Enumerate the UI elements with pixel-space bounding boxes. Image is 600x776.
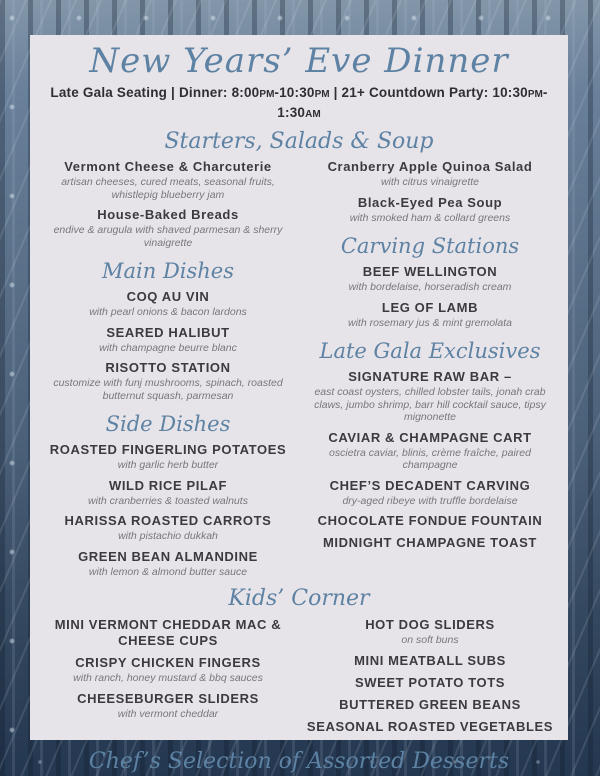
menu-column-left — [42, 159, 294, 584]
section-header-side-dishes: Side Dishes — [105, 412, 231, 436]
kids-column-right — [304, 617, 556, 741]
menu-item-description: with champagne beurre blanc — [99, 341, 237, 354]
menu-item — [304, 697, 556, 713]
menu-item — [304, 653, 556, 669]
menu-item-name: RISOTTO STATION — [105, 360, 231, 375]
menu-item-description: east coast oysters, chilled lobster tails, jonah crab claws, jumbo shrimp, barr hill cocktail sauce, tipsy mignonette — [314, 386, 546, 423]
menu-item-description: with smoked ham & collard greens — [349, 211, 511, 224]
menu-item-description: on soft buns — [401, 634, 459, 646]
menu-item-description: with pearl onions & bacon lardons — [89, 306, 247, 318]
menu-item-description: with pistachio dukkah — [118, 530, 218, 542]
menu-item-description: endive & arugula with shaved parmesan & sherry vinaigrette — [53, 224, 283, 249]
menu-item-name: HOT DOG SLIDERS — [365, 617, 495, 632]
menu-item-name: CHEF’S DECADENT CARVING — [329, 477, 531, 493]
menu-item-name: BEEF WELLINGTON — [362, 264, 498, 279]
menu-item-name: SWEET POTATO TOTS — [354, 674, 506, 690]
menu-item — [42, 360, 294, 402]
menu-item — [42, 617, 294, 649]
menu-item-name: HARISSA ROASTED CARROTS — [64, 513, 272, 528]
menu-item-name: House-Baked Breads — [97, 207, 239, 222]
menu-item-name: CAVIAR & CHAMPAGNE CART — [328, 429, 532, 445]
menu-item-name: CRISPY CHICKEN FINGERS — [75, 655, 261, 670]
menu-item — [42, 159, 294, 201]
menu-columns — [42, 159, 556, 584]
menu-item — [304, 300, 556, 330]
menu-item-name: CHEESEBURGER SLIDERS — [77, 690, 259, 706]
menu-item — [42, 207, 294, 249]
menu-item-name: BUTTERED GREEN BEANS — [339, 696, 521, 712]
menu-item — [42, 325, 294, 355]
menu-item-description: with garlic herb butter — [117, 459, 219, 471]
menu-item-description: with bordelaise, horseradish cream — [348, 281, 512, 293]
menu-item — [304, 719, 556, 735]
menu-item-name: SEARED HALIBUT — [106, 324, 230, 340]
menu-item — [304, 430, 556, 472]
menu-item-description: with vermont cheddar — [117, 707, 219, 720]
page-title: New Years’ Eve Dinner — [89, 41, 509, 81]
menu-item-description: dry-aged ribeye with truffle bordelaise — [342, 494, 518, 507]
section-header-kids-corner: Kids’ Corner — [228, 586, 370, 611]
section-header-main-dishes: Main Dishes — [102, 259, 234, 283]
section-header-starters: Starters, Salads & Soup — [164, 129, 434, 154]
menu-item — [304, 478, 556, 508]
menu-item — [42, 655, 294, 685]
menu-item-name: Black-Eyed Pea Soup — [357, 194, 503, 210]
menu-item — [42, 478, 294, 508]
menu-item-name: COQ AU VIN — [126, 289, 210, 304]
menu-item-name: Vermont Cheese & Charcuterie — [64, 159, 272, 174]
menu-item — [304, 195, 556, 225]
menu-item-name: ROASTED FINGERLING POTATOES — [49, 442, 287, 457]
menu-item — [304, 369, 556, 424]
menu-item-description: with citrus vinaigrette — [380, 176, 480, 188]
menu-item — [42, 513, 294, 543]
menu-item-name: SIGNATURE RAW BAR – — [348, 369, 512, 384]
menu-item-description: with ranch, honey mustard & bbq sauces — [73, 672, 263, 684]
menu-item — [304, 513, 556, 529]
menu-item — [304, 264, 556, 294]
menu-item-name: GREEN BEAN ALMANDINE — [78, 548, 258, 564]
kids-column-left — [42, 617, 294, 741]
menu-item — [304, 617, 556, 647]
menu-item-name: LEG OF LAMB — [381, 299, 479, 315]
menu-item-name: MINI MEATBALL SUBS — [354, 652, 506, 668]
menu-column-right — [304, 159, 556, 584]
section-header-carving-stations: Carving Stations — [340, 234, 520, 258]
menu-item — [304, 675, 556, 691]
menu-item-name: MIDNIGHT CHAMPAGNE TOAST — [323, 535, 537, 550]
menu-item — [42, 289, 294, 319]
menu-item — [42, 549, 294, 579]
menu-item — [304, 535, 556, 551]
menu-item-description: with rosemary jus & mint gremolata — [348, 316, 512, 329]
schedule-subtitle: Late Gala Seating | Dinner: 8:00PM-10:30PM | 21+ Countdown Party: 10:30PM-1:30AM — [50, 85, 548, 120]
menu-card — [30, 35, 568, 774]
menu-item-description: customize with funj mushrooms, spinach, roasted butternut squash, parmesan — [53, 377, 283, 402]
menu-item-description: artisan cheeses, cured meats, seasonal fruits, whistlepig blueberry jam — [61, 176, 275, 201]
section-header-late-gala-exclusives: Late Gala Exclusives — [319, 339, 541, 363]
menu-item — [42, 691, 294, 721]
kids-columns — [42, 617, 556, 741]
menu-item-name: MINI VERMONT CHEDDAR MAC & CHEESE CUPS — [54, 617, 282, 648]
menu-item-description: oscietra caviar, blinis, crème fraîche, paired champagne — [329, 446, 531, 471]
menu-item-name: WILD RICE PILAF — [108, 477, 228, 493]
menu-item-name: Cranberry Apple Quinoa Salad — [327, 159, 533, 174]
footer-desserts: Chef’s Selection of Assorted Desserts — [88, 748, 510, 774]
menu-item-name: CHOCOLATE FONDUE FOUNTAIN — [317, 513, 543, 528]
menu-item-description: with lemon & almond butter sauce — [88, 565, 248, 578]
menu-item — [42, 442, 294, 472]
menu-item — [304, 159, 556, 189]
menu-item-name: SEASONAL ROASTED VEGETABLES — [306, 718, 554, 734]
menu-item-description: with cranberries & toasted walnuts — [88, 494, 248, 507]
